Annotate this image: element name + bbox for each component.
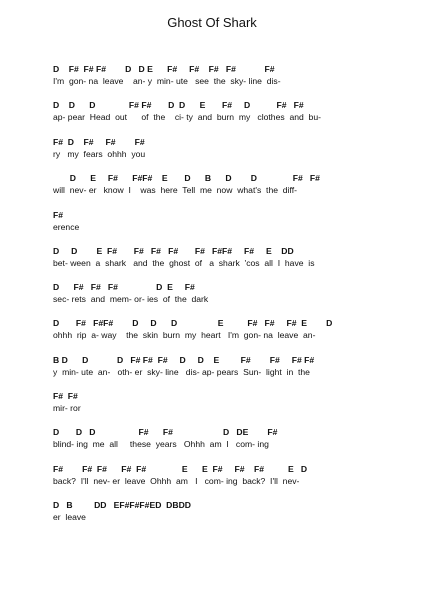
chord-line: D D D F# F# D DE F#: [53, 427, 278, 437]
chord-line: D D D F# F# D D E F# D F# F#: [53, 100, 304, 110]
song-line-12: [53, 464, 393, 487]
song-line-4: [53, 173, 393, 196]
song-line-5: [53, 210, 393, 233]
song-line-3: [53, 137, 393, 160]
song-line-11: [53, 427, 393, 450]
chord-line: F# F#: [53, 391, 78, 401]
chord-line: D B DD EF#F#F#ED DBDD: [53, 500, 191, 510]
chord-line: B D D D F# F# F# D D E F# F# F# F#: [53, 355, 315, 365]
lyric-line: mir- ror: [53, 403, 81, 413]
chord-line: D F# F# F# D E F#: [53, 282, 195, 292]
lyric-line: ry my fears ohhh you: [53, 149, 146, 159]
song-line-6: [53, 246, 393, 269]
lyric-line: ohhh rip a- way the skin burn my heart I'm gon- na leave an-: [53, 330, 316, 340]
song-line-1: [53, 64, 393, 87]
lyric-line: er leave: [53, 512, 86, 522]
lyric-line: blind- ing me all these years Ohhh am I com- ing: [53, 439, 269, 449]
chord-line: F# D F# F# F#: [53, 137, 145, 147]
lyric-line: y min- ute an- oth- er sky- line dis- ap- pears Sun- light in the: [53, 367, 310, 377]
chord-line: D E F# F#F# E D B D D F# F#: [53, 173, 320, 183]
chord-line: D F# F#F# D D D E F# F# F# E D: [53, 318, 333, 328]
lyric-line: ap- pear Head out of the ci- ty and burn my clothes and bu-: [53, 112, 321, 122]
song-line-13: [53, 500, 393, 523]
song-line-9: [53, 355, 393, 378]
song-line-7: [53, 282, 393, 305]
lyric-line: sec- rets and mem- or- ies of the dark: [53, 294, 209, 304]
lyric-line: back? I'll nev- er leave Ohhh am I com- ing back? I'll nev-: [53, 476, 300, 486]
song-line-8: [53, 318, 393, 341]
chord-line: F# F# F# F# F# E E F# F# F# E D: [53, 464, 308, 474]
chord-line: D D E F# F# F# F# F# F#F# F# E DD: [53, 246, 294, 256]
song-title: Ghost Of Shark: [167, 15, 257, 30]
lyric-line: I'm gon- na leave an- y min- ute see the sky- line dis-: [53, 76, 281, 86]
lyric-line: will nev- er know I was here Tell me now what's the diff-: [53, 185, 297, 195]
song-line-2: [53, 100, 393, 123]
lyric-line: bet- ween a shark and the ghost of a shark 'cos all I have is: [53, 258, 315, 268]
chord-line: F#: [53, 210, 64, 220]
song-line-10: [53, 391, 393, 414]
chord-line: D F# F# F# D D E F# F# F# F# F#: [53, 64, 275, 74]
lyric-line: erence: [53, 222, 80, 232]
